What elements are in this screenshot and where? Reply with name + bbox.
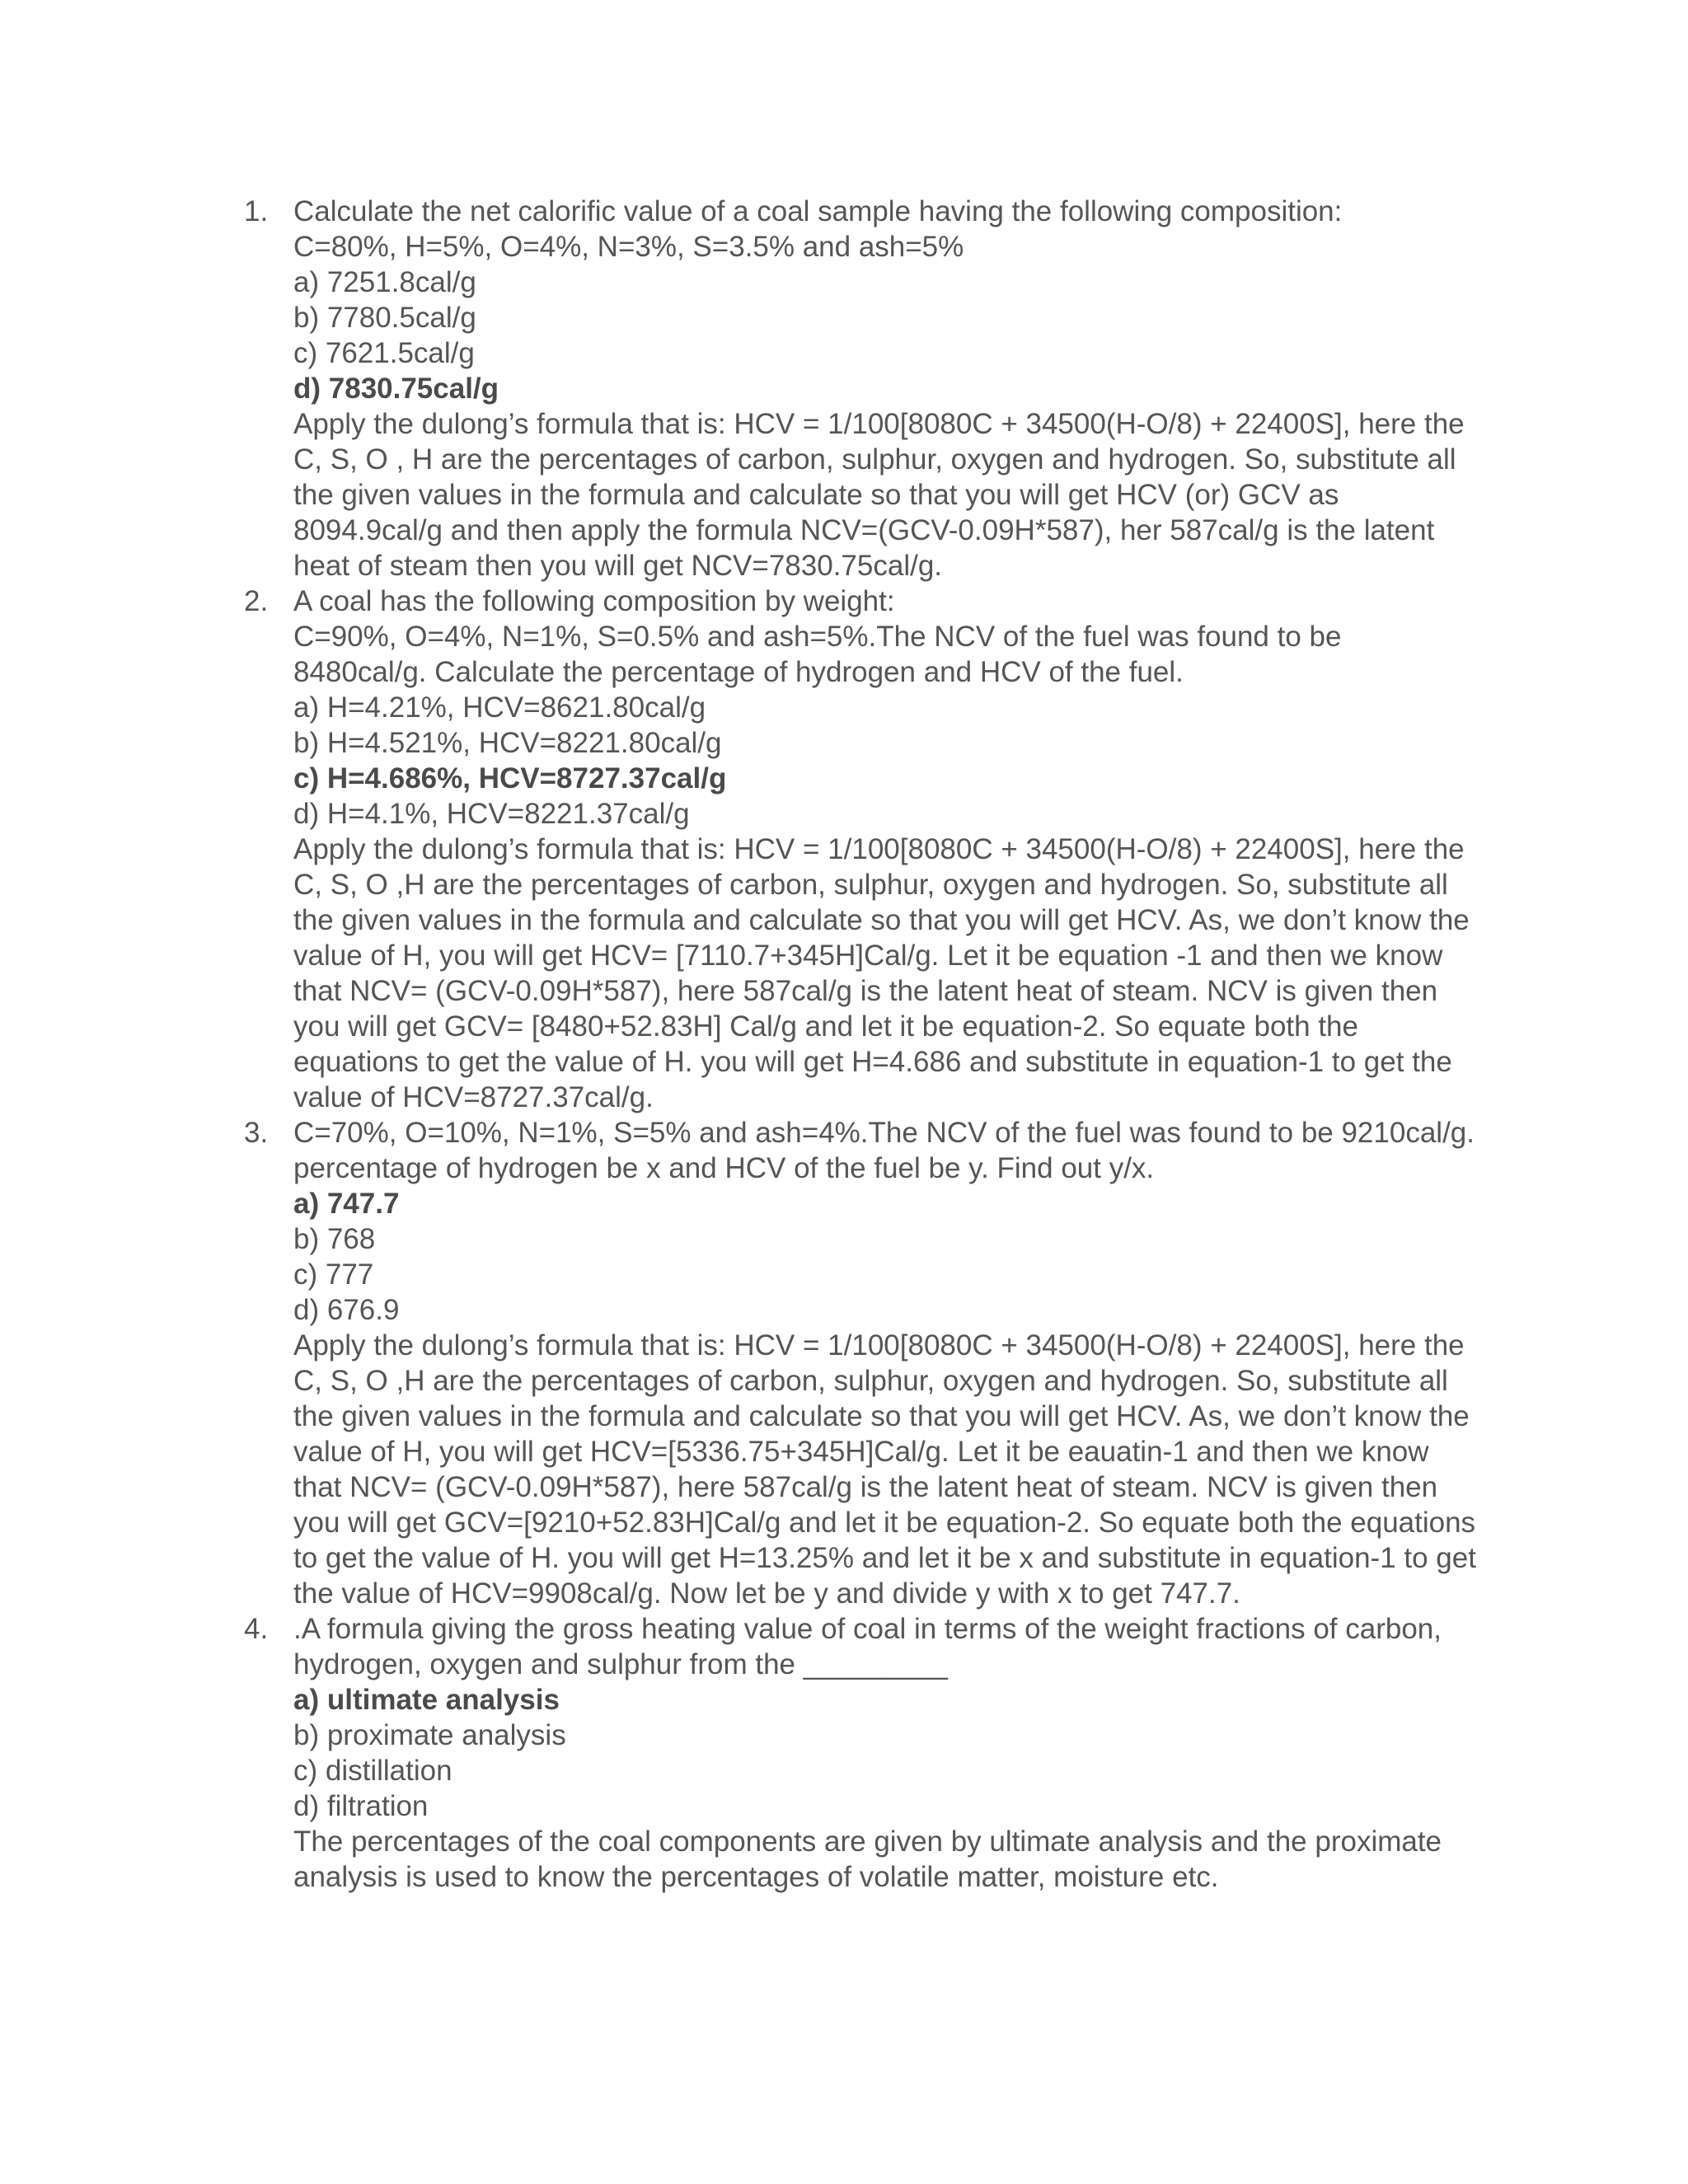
- answer-option-d: d) filtration: [293, 1790, 429, 1822]
- answer-option-d: d) H=4.1%, HCV=8221.37cal/g: [293, 798, 690, 830]
- explanation-line: you will get GCV= [8480+52.83H] Cal/g and let it be equation-2. So equate both the: [293, 1010, 1358, 1043]
- explanation-line: value of H, you will get HCV=[5336.75+345H]Cal/g. Let it be eauatin-1 and then we know: [293, 1436, 1429, 1468]
- question-prompt-line: percentage of hydrogen be x and HCV of the fuel be y. Find out y/x.: [293, 1152, 1155, 1184]
- question-list: [244, 194, 1513, 1895]
- answer-option-c: c) 777: [293, 1258, 374, 1291]
- explanation-line: the value of HCV=9908cal/g. Now let be y and divide y with x to get 747.7.: [293, 1577, 1240, 1610]
- question-number: 1.: [244, 195, 269, 227]
- explanation-line: C, S, O ,H are the percentages of carbon, sulphur, oxygen and hydrogen. So, substitute all: [293, 1365, 1448, 1397]
- explanation-line: the given values in the formula and calculate so that you will get HCV (or) GCV as: [293, 479, 1339, 511]
- explanation-line: heat of steam then you will get NCV=7830.75cal/g.: [293, 550, 943, 582]
- answer-option-a-correct: a) 747.7: [293, 1188, 400, 1220]
- explanation-line: that NCV= (GCV-0.09H*587), here 587cal/g is the latent heat of steam. NCV is given then: [293, 975, 1438, 1007]
- explanation-line: you will get GCV=[9210+52.83H]Cal/g and let it be equation-2. So equate both the equations: [293, 1507, 1476, 1539]
- question-4: [244, 1611, 1513, 1895]
- answer-option-b: b) 7780.5cal/g: [293, 302, 476, 334]
- explanation-line: C, S, O , H are the percentages of carbon, sulphur, oxygen and hydrogen. So, substitute all: [293, 443, 1456, 476]
- question-prompt-line: .A formula giving the gross heating value of coal in terms of the weight fractions of carbon,: [293, 1613, 1442, 1645]
- explanation-line: Apply the dulong’s formula that is: HCV = 1/100[8080C + 34500(H-O/8) + 22400S], here the: [293, 408, 1465, 440]
- explanation-line: the given values in the formula and calculate so that you will get HCV. As, we don’t know the: [293, 904, 1470, 936]
- explanation-line: Apply the dulong’s formula that is: HCV = 1/100[8080C + 34500(H-O/8) + 22400S], here the: [293, 1329, 1465, 1361]
- explanation-line: The percentages of the coal components are given by ultimate analysis and the proximate: [293, 1825, 1442, 1858]
- question-number: 4.: [244, 1613, 269, 1645]
- answer-option-c: c) distillation: [293, 1755, 452, 1787]
- question-1: [244, 194, 1513, 583]
- explanation-line: to get the value of H. you will get H=13.25% and let it be x and substitute in equation-1 to get: [293, 1542, 1476, 1574]
- question-number: 2.: [244, 585, 269, 617]
- answer-option-a: a) 7251.8cal/g: [293, 266, 476, 298]
- answer-option-c: c) 7621.5cal/g: [293, 337, 475, 369]
- explanation-line: the given values in the formula and calculate so that you will get HCV. As, we don’t know the: [293, 1400, 1470, 1432]
- explanation-line: C, S, O ,H are the percentages of carbon, sulphur, oxygen and hydrogen. So, substitute all: [293, 869, 1448, 901]
- explanation-line: value of H, you will get HCV= [7110.7+345H]Cal/g. Let it be equation -1 and then we know: [293, 940, 1443, 972]
- question-prompt-line: C=80%, H=5%, O=4%, N=3%, S=3.5% and ash=5%: [293, 231, 964, 263]
- question-prompt-line: Calculate the net calorific value of a coal sample having the following composition:: [293, 195, 1343, 227]
- answer-option-c-correct: c) H=4.686%, HCV=8727.37cal/g: [293, 762, 727, 794]
- question-3: [244, 1115, 1513, 1611]
- explanation-line: analysis is used to know the percentages of volatile matter, moisture etc.: [293, 1861, 1219, 1893]
- explanation-line: value of HCV=8727.37cal/g.: [293, 1081, 654, 1113]
- explanation-line: Apply the dulong’s formula that is: HCV = 1/100[8080C + 34500(H-O/8) + 22400S], here the: [293, 833, 1465, 865]
- question-prompt-line: 8480cal/g. Calculate the percentage of hydrogen and HCV of the fuel.: [293, 656, 1184, 688]
- answer-option-a: a) H=4.21%, HCV=8621.80cal/g: [293, 691, 706, 724]
- explanation-line: equations to get the value of H. you will get H=4.686 and substitute in equation-1 to get the: [293, 1046, 1452, 1078]
- question-number: 3.: [244, 1117, 269, 1149]
- question-2: [244, 583, 1513, 1115]
- question-prompt-line: hydrogen, oxygen and sulphur from the _________: [293, 1648, 948, 1680]
- answer-option-d-correct: d) 7830.75cal/g: [293, 373, 499, 405]
- explanation-line: that NCV= (GCV-0.09H*587), here 587cal/g is the latent heat of steam. NCV is given then: [293, 1471, 1438, 1503]
- answer-option-b: b) H=4.521%, HCV=8221.80cal/g: [293, 727, 722, 759]
- answer-option-b: b) proximate analysis: [293, 1719, 566, 1751]
- answer-option-a-correct: a) ultimate analysis: [293, 1684, 560, 1716]
- explanation-line: 8094.9cal/g and then apply the formula NCV=(GCV-0.09H*587), her 587cal/g is the latent: [293, 514, 1435, 546]
- answer-option-b: b) 768: [293, 1223, 376, 1255]
- question-prompt-line: A coal has the following composition by weight:: [293, 585, 895, 617]
- question-prompt-line: C=70%, O=10%, N=1%, S=5% and ash=4%.The NCV of the fuel was found to be 9210cal/g.: [293, 1117, 1475, 1149]
- question-prompt-line: C=90%, O=4%, N=1%, S=0.5% and ash=5%.The NCV of the fuel was found to be: [293, 621, 1342, 653]
- answer-option-d: d) 676.9: [293, 1294, 400, 1326]
